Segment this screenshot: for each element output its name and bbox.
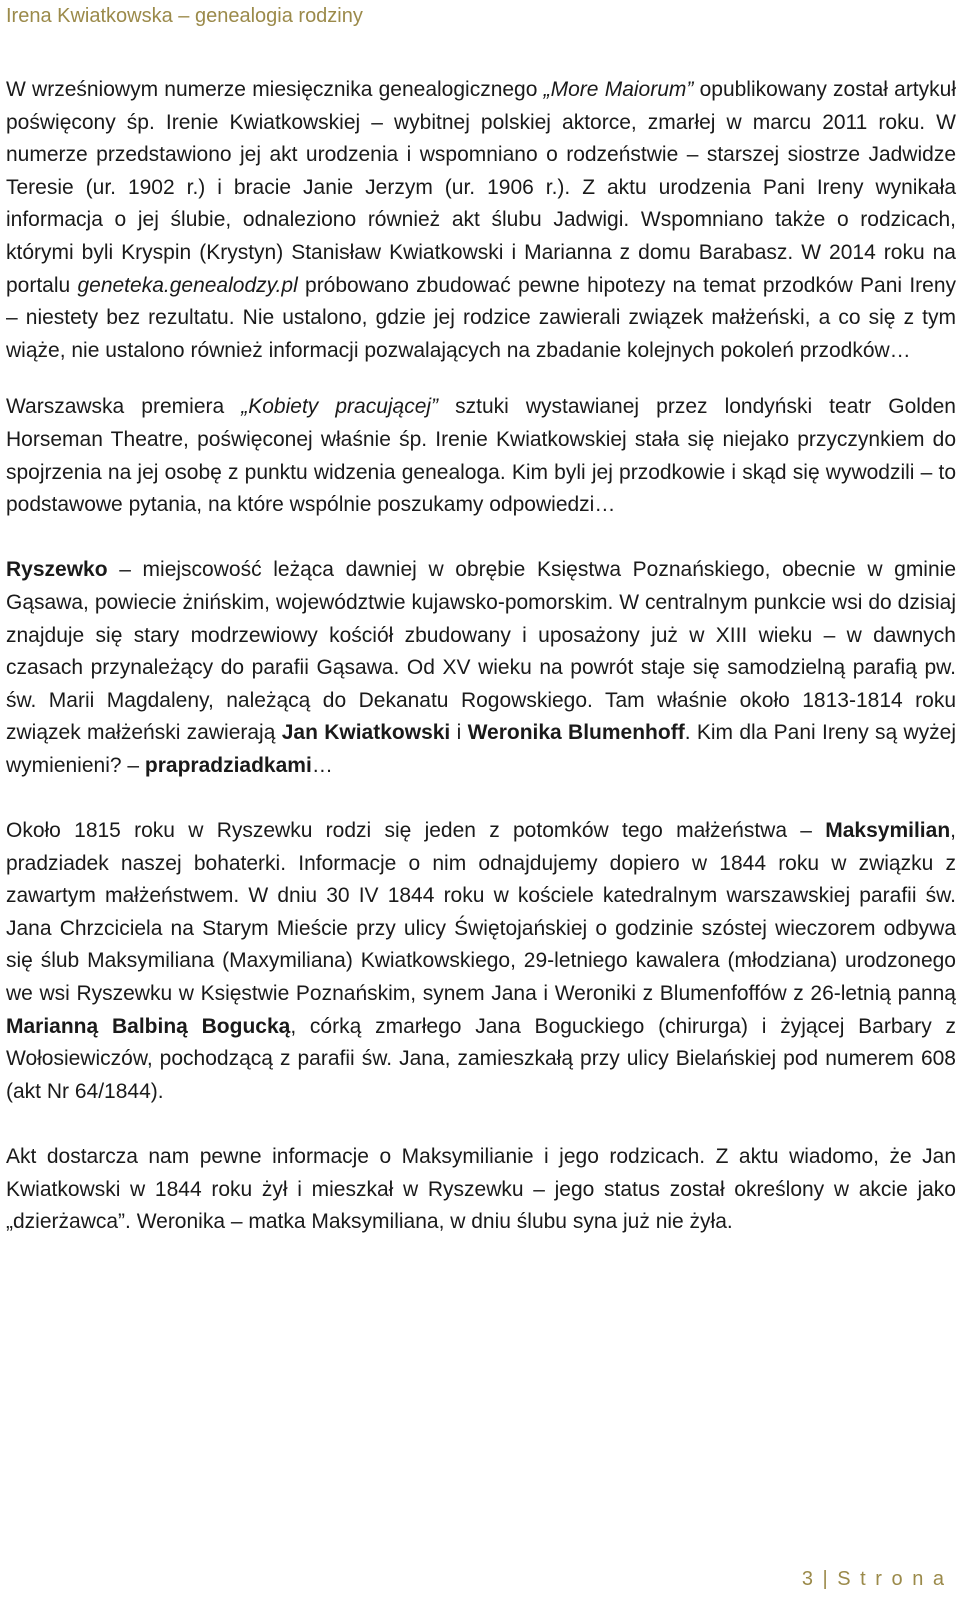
text-run: . Kim dla Pani Ireny są wyżej wymienieni? – <box>6 721 957 777</box>
paragraph-maksymilian <box>6 815 956 1108</box>
running-header: Irena Kwiatkowska – genealogia rodziny <box>6 5 363 27</box>
relation-term: prapradziadkami <box>144 753 312 777</box>
paragraph-spacer <box>6 1108 956 1141</box>
person-name: Jan Kwiatkowski <box>281 721 451 745</box>
page-footer <box>802 1566 946 1592</box>
paragraph-spacer <box>6 367 956 391</box>
text-run: W wrześniowym numerze miesięcznika genealogicznego <box>6 78 544 101</box>
text-run: sztuki wystawianej przez londyński teatr Golden Horseman Theatre, poświęconej właśnie śp. Irenie Kwiatkowskiej stała się niejako przyczynkiem do spojrzenia na jej osobę z punktu widzenia genealoga. Kim byli jej przodkowie i skąd się wywodzili – to podstawowe pytania, na które wspólnie poszukamy odpowiedzi… <box>6 395 956 517</box>
text-run: Warszawska premiera <box>6 395 242 419</box>
article-body <box>6 74 956 1239</box>
text-run: , córką zmarłego Jana Boguckiego (chirurga) i żyjącej Barbary z Wołosiewiczów, pochodzącą z parafii św. Jana, zamieszkałą przy ulicy Bielańskiej pod numerem 608 (akt Nr 64/1844). <box>6 1014 956 1103</box>
paragraph-premiere <box>6 391 956 521</box>
text-run: … <box>311 753 333 777</box>
journal-title: „More Maiorum” <box>543 78 694 101</box>
text-run: opublikowany został artykuł poświęcony śp. Irenie Kwiatkowskiej – wybitnej polskiej aktorce, zmarłej w marcu 2011 roku. W numerze przedstawiono jej akt urodzenia i wspomniano o rodzeństwie – starszej siostrze Jadwidze Teresie (ur. 1902 r.) i bracie Janie Jerzym (ur. 1906 r.). Z aktu urodzenia Pani Ireny wynikała informacja o jej ślubie, odnaleziono również akt ślubu Jadwigi. Wspomniano także o rodzicach, którymi byli Kryspin (Krystyn) Stanisław Kwiatkowski i Marianna z domu Barabasz. W 2014 roku na portalu <box>6 78 956 297</box>
portal-name: geneteka.genealodzy.pl <box>77 273 298 297</box>
paragraph-intro <box>6 74 956 367</box>
paragraph-spacer <box>6 522 956 555</box>
paragraph-record <box>6 1141 956 1239</box>
page-label: S t r o n a <box>837 1568 946 1590</box>
text-run: Około 1815 roku w Ryszewku rodzi się jeden z potomków tego małżeństwa – <box>6 819 826 843</box>
text-run: Akt dostarcza nam pewne informacje o Maksymilianie i jego rodzicach. Z aktu wiadomo, że Jan Kwiatkowski w 1844 roku żył i mieszkał w Ryszewku – jego status został określony w akcie jako „dzierżawca”. Weronika – matka Maksymiliana, w dniu ślubu syna już nie żyła. <box>6 1145 956 1234</box>
paragraph-spacer <box>6 782 956 815</box>
footer-separator: | <box>822 1568 830 1590</box>
text-run: – miejscowość leżąca dawniej w obrębie Księstwa Poznańskiego, obecnie w gminie Gąsawa, powiecie żnińskim, województwie kujawsko-pomorskim. W centralnym punkcie wsi do dzisiaj znajduje się stary modrzewiowy kościół zbudowany i uposażony już w XIII wieku – w dawnych czasach przynależący do parafii Gąsawa. Od XV wieku na powrót staje się samodzielną parafią pw. św. Marii Magdaleny, należącą do Dekanatu Rogowskiego. Tam właśnie około 1813-1814 roku związek małżeński zawierają <box>6 558 956 745</box>
person-name: Marianną Balbiną Bogucką <box>6 1014 291 1038</box>
person-name: Maksymilian <box>825 819 951 843</box>
paragraph-ryszewko <box>6 554 956 782</box>
play-title: „Kobiety pracującej” <box>241 395 439 419</box>
place-name: Ryszewko <box>6 558 108 582</box>
text-run: próbowano zbudować pewne hipotezy na temat przodków Pani Ireny – niestety bez rezultatu. Nie ustalono, gdzie jej rodzice zawierali związek małżeński, a co się z tym wiąże, nie ustalono również informacji pozwalających na zbadanie kolejnych pokoleń przodków… <box>6 273 957 362</box>
page-number: 3 <box>801 1568 815 1590</box>
person-name: Weronika Blumenhoff <box>467 721 685 745</box>
text-run: , pradziadek naszej bohaterki. Informacje o nim odnajdujemy dopiero w 1844 roku w związku z zawartym małżeństwem. W dniu 30 IV 1844 roku w kościele katedralnym warszawskiej parafii św. Jana Chrzciciela na Starym Mieście przy ulicy Świętojańskiej o godzinie szóstej wieczorem odbywa się ślub Maksymiliana (Maxymiliana) Kwiatkowskiego, 29-letniego kawalera (młodziana) urodzonego we wsi Ryszewku w Księstwie Poznańskim, synem Jana i Weroniki z Blumenfoffów z 26-letnią panną <box>6 819 956 1006</box>
text-run: i <box>450 721 468 745</box>
